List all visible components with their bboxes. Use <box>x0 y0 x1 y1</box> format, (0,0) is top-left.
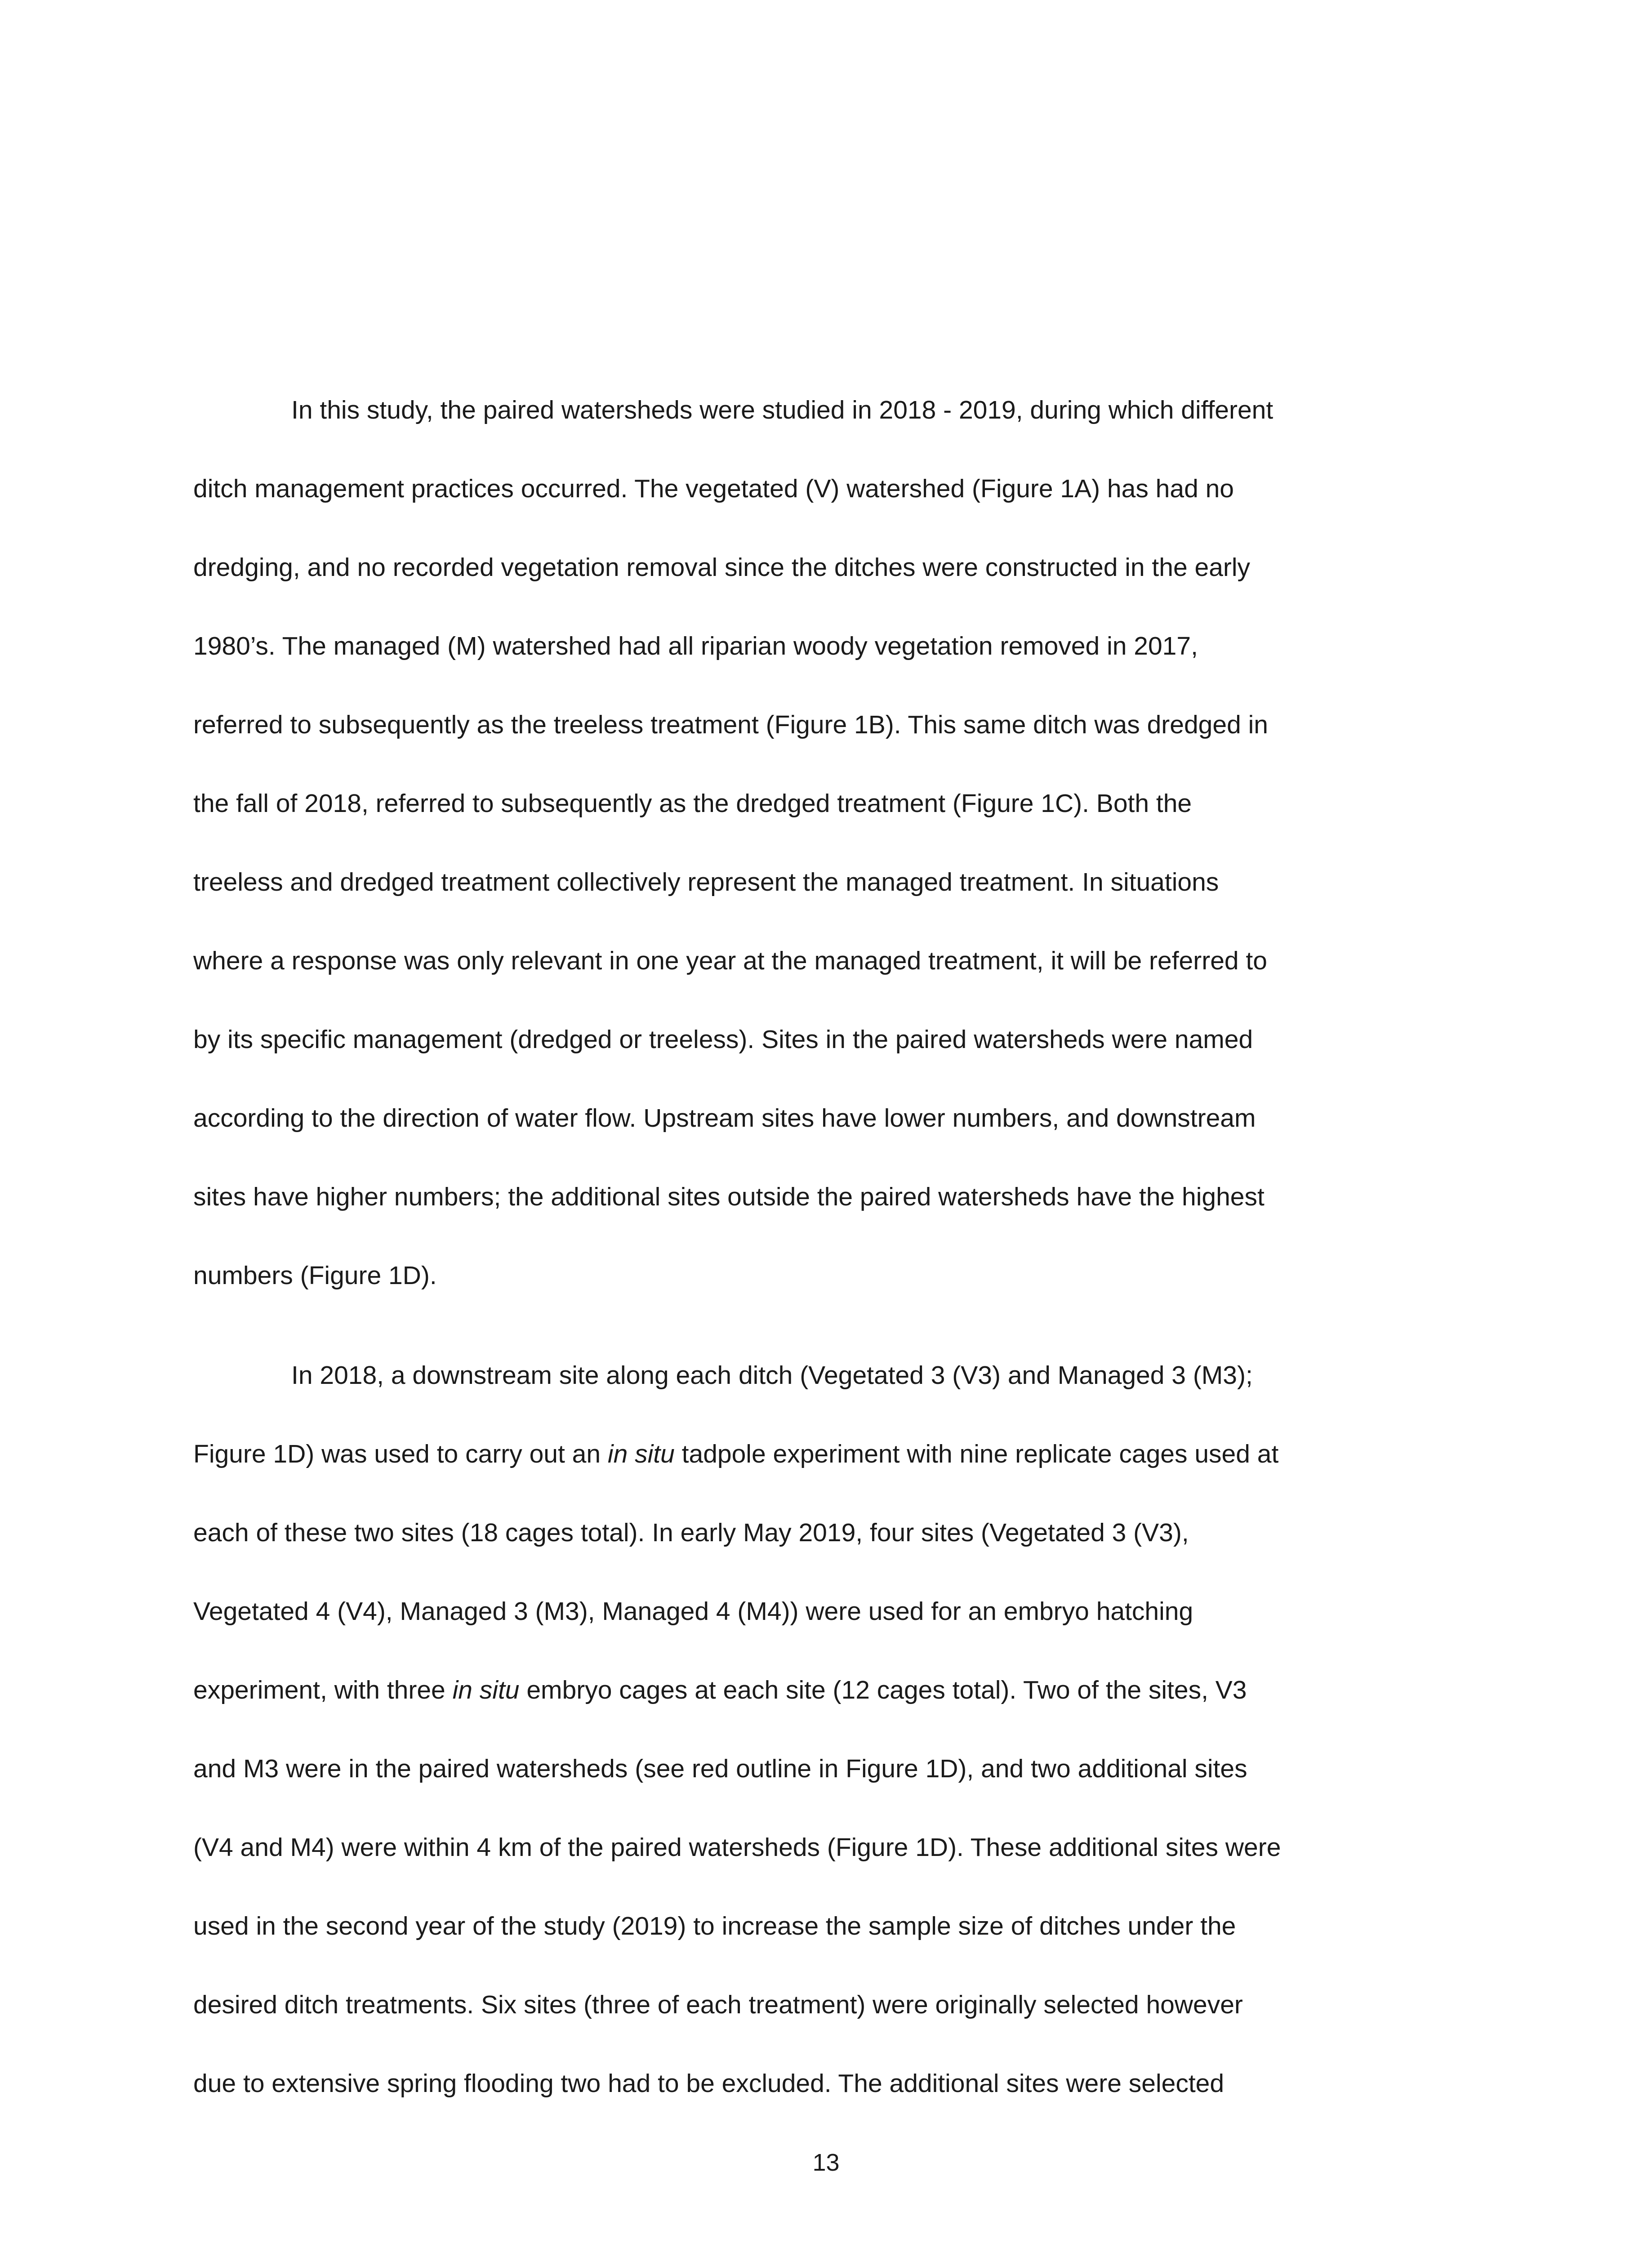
text-span: embryo cages at each site (12 cages total). Two of the sites, V3 <box>519 1676 1247 1704</box>
page-number: 13 <box>812 2149 840 2176</box>
text-line: In this study, the paired watersheds were studied in 2018 - 2019, during which different <box>291 396 1274 424</box>
text-line: by its specific management (dredged or treeless). Sites in the paired watersheds were named <box>193 1025 1253 1054</box>
text-line: treeless and dredged treatment collectively represent the managed treatment. In situations <box>193 868 1219 897</box>
text-line: each of these two sites (18 cages total). In early May 2019, four sites (Vegetated 3 (V3), <box>193 1518 1189 1547</box>
paragraph <box>193 371 1452 1315</box>
text-line <box>193 1415 1452 1494</box>
paragraph <box>193 1336 1452 2123</box>
text-line: the fall of 2018, referred to subsequently as the dredged treatment (Figure 1C). Both the <box>193 789 1192 818</box>
text-line: numbers (Figure 1D). <box>193 1261 437 1290</box>
text-line: used in the second year of the study (2019) to increase the sample size of ditches under the <box>193 1912 1236 1940</box>
text-line: according to the direction of water flow. Upstream sites have lower numbers, and downstream <box>193 1104 1256 1133</box>
text-line: (V4 and M4) were within 4 km of the paired watersheds (Figure 1D). These additional sites were <box>193 1833 1281 1862</box>
text-line: dredging, and no recorded vegetation removal since the ditches were constructed in the early <box>193 553 1251 582</box>
text-span: tadpole experiment with nine replicate cages used at <box>674 1440 1279 1468</box>
paragraph-gap <box>193 1315 1452 1336</box>
text-line: Vegetated 4 (V4), Managed 3 (M3), Managed 4 (M4)) were used for an embryo hatching <box>193 1597 1193 1626</box>
text-span: Figure 1D) was used to carry out an <box>193 1440 608 1468</box>
text-line: ditch management practices occurred. The vegetated (V) watershed (Figure 1A) has had no <box>193 474 1234 503</box>
text-span: experiment, with three <box>193 1676 453 1704</box>
text-line: sites have higher numbers; the additional sites outside the paired watersheds have the highest <box>193 1182 1265 1211</box>
text-line: and M3 were in the paired watersheds (see red outline in Figure 1D), and two additional sites <box>193 1754 1247 1783</box>
italic-term: in situ <box>607 1440 675 1468</box>
text-line <box>193 1651 1452 1730</box>
text-line: desired ditch treatments. Six sites (three of each treatment) were originally selected however <box>193 1990 1243 2019</box>
body-text <box>193 371 1452 2123</box>
text-line: due to extensive spring flooding two had to be excluded. The additional sites were selected <box>193 2069 1225 2098</box>
text-line: In 2018, a downstream site along each ditch (Vegetated 3 (V3) and Managed 3 (M3); <box>291 1361 1253 1390</box>
text-line: where a response was only relevant in one year at the managed treatment, it will be referred to <box>193 946 1267 975</box>
text-line: referred to subsequently as the treeless treatment (Figure 1B). This same ditch was dredged in <box>193 710 1268 739</box>
text-line: 1980’s. The managed (M) watershed had all riparian woody vegetation removed in 2017, <box>193 632 1198 660</box>
italic-term: in situ <box>452 1676 520 1704</box>
